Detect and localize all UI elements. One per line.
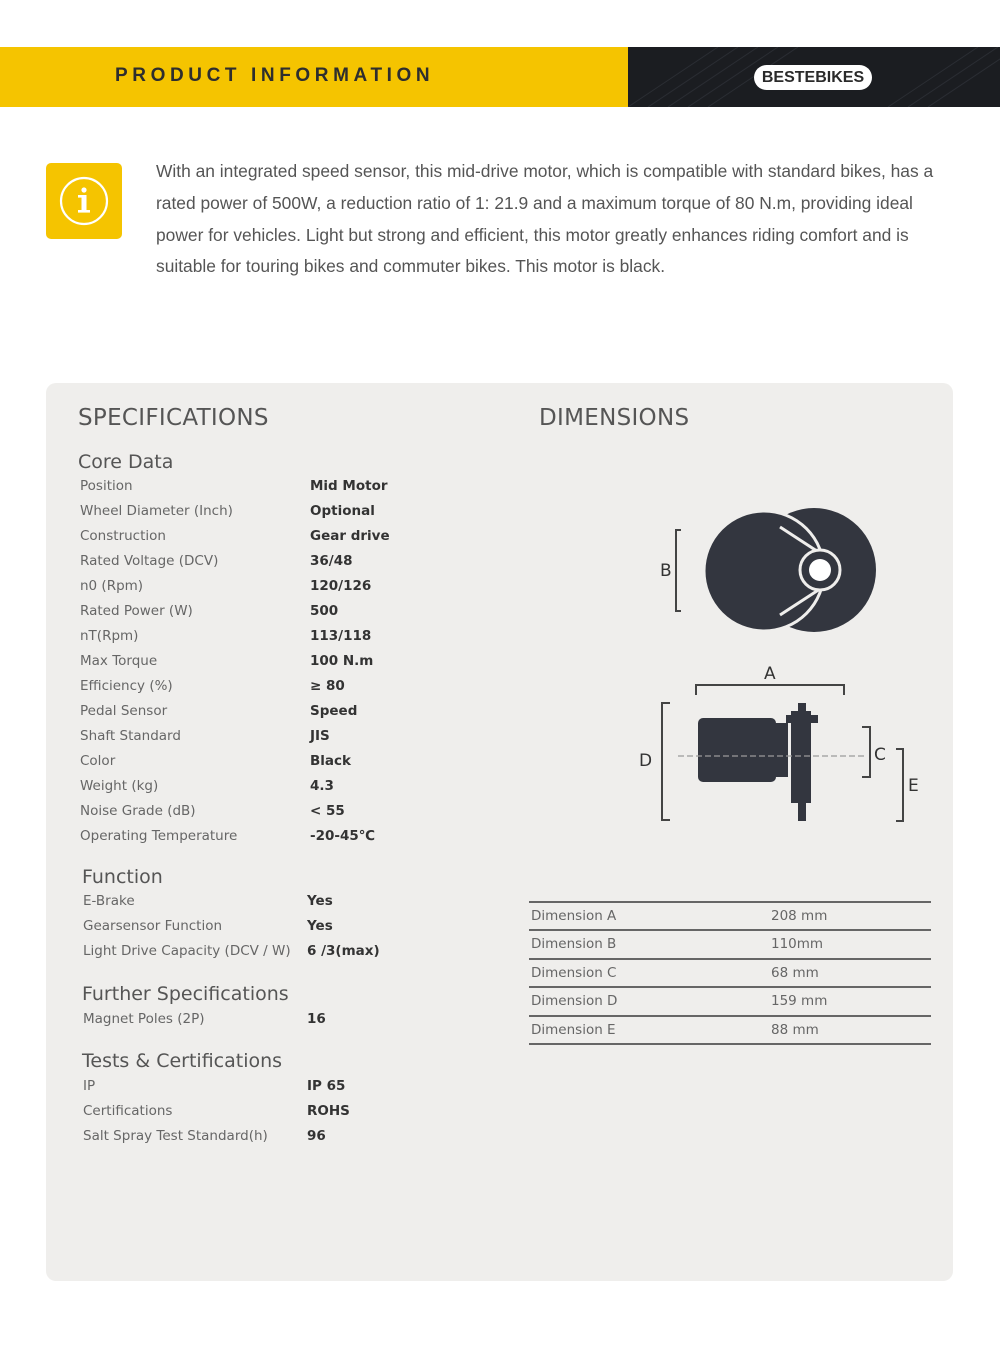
dimension-row [529, 1015, 931, 1045]
svg-text:D: D [639, 751, 653, 771]
dimension-value: 159 mm [771, 993, 828, 1010]
spec-value: 6 /3(max) [307, 943, 380, 959]
dimension-value: 68 mm [771, 964, 819, 981]
spec-label: Salt Spray Test Standard(h) [83, 1128, 268, 1144]
motor-dimension-diagram [626, 503, 936, 833]
spec-value: Yes [307, 893, 333, 909]
dimension-row [529, 929, 931, 957]
spec-value: Mid Motor [310, 478, 388, 494]
banner-title: PRODUCT INFORMATION [115, 65, 435, 86]
core-data-title: Core Data [78, 451, 174, 473]
further-specs-title: Further Specifications [82, 983, 289, 1005]
svg-text:E: E [908, 776, 919, 796]
specifications-heading: SPECIFICATIONS [78, 405, 269, 431]
spec-label: Color [80, 753, 116, 769]
svg-text:A: A [764, 664, 776, 684]
spec-value: Black [310, 753, 352, 769]
banner-yellow-band [0, 47, 630, 107]
spec-label: Magnet Poles (2P) [83, 1011, 205, 1027]
spec-label: Construction [80, 528, 166, 544]
spec-value: -20-45℃ [310, 828, 376, 844]
motor-front-view [639, 664, 919, 821]
spec-value: Yes [307, 918, 333, 934]
spec-value: 120/126 [310, 578, 372, 594]
dimension-label: Dimension D [531, 993, 618, 1010]
dimension-row [529, 986, 931, 1014]
spec-value: 36/48 [310, 553, 353, 569]
svg-text:B: B [660, 561, 672, 581]
spec-label: E-Brake [83, 893, 135, 909]
spec-value: Speed [310, 703, 358, 719]
brand-logo: BESTEBIKES [754, 65, 872, 90]
spec-value: ≥ 80 [310, 678, 345, 694]
dimension-label: Dimension E [531, 1021, 616, 1038]
dimension-value: 88 mm [771, 1021, 819, 1038]
spec-value: 4.3 [310, 778, 334, 794]
spec-value: ROHS [307, 1103, 350, 1119]
spec-label: Light Drive Capacity (DCV / W) [83, 943, 291, 959]
spec-value: 113/118 [310, 628, 372, 644]
function-title: Function [82, 866, 163, 888]
dimension-row [529, 901, 931, 929]
spec-label: Certifications [83, 1103, 173, 1119]
spec-label: Efficiency (%) [80, 678, 173, 694]
dimensions-table [529, 901, 931, 1045]
spec-value: 16 [307, 1011, 326, 1027]
spec-value: 100 N.m [310, 653, 374, 669]
banner-dark-band [628, 47, 1000, 107]
motor-side-view [660, 508, 876, 632]
spec-label: Position [80, 478, 133, 494]
spec-label: Noise Grade (dB) [80, 803, 196, 819]
dimension-label: Dimension B [531, 936, 617, 953]
spec-label: Weight (kg) [80, 778, 159, 794]
tests-certifications-title: Tests & Certifications [82, 1050, 283, 1072]
spec-label: Operating Temperature [80, 828, 238, 844]
info-icon [46, 163, 122, 239]
dimension-label: Dimension C [531, 964, 617, 981]
dimension-row [529, 958, 931, 986]
spec-label: nT(Rpm) [80, 628, 139, 644]
spec-label: Max Torque [80, 653, 158, 669]
dimensions-heading: DIMENSIONS [539, 405, 690, 431]
product-description: With an integrated speed sensor, this mid-drive motor, which is compatible with standard bikes, has a rated power of 500W, a reduction ratio of 1: 21.9 and a maximum torque of 80 N.m, providing ideal power for vehicles. Light but strong and efficient, this motor greatly enhances riding comfort and is suitable for touring bikes and commuter bikes. This motor is black. [156, 161, 934, 277]
dimension-value: 208 mm [771, 908, 828, 924]
svg-text:C: C [874, 745, 886, 765]
spec-value: 500 [310, 603, 339, 619]
spec-label: Rated Power (W) [80, 603, 193, 619]
dimension-label: Dimension A [531, 908, 617, 924]
spec-value: Optional [310, 503, 375, 519]
spec-label: IP [83, 1078, 96, 1094]
spec-panel [46, 383, 953, 1281]
dimension-value: 110mm [771, 936, 824, 953]
spec-label: n0 (Rpm) [80, 578, 144, 594]
spec-label: Pedal Sensor [80, 703, 168, 719]
spec-label: Wheel Diameter (Inch) [80, 503, 233, 519]
spec-value: Gear drive [310, 528, 390, 544]
spec-value: 96 [307, 1128, 326, 1144]
spec-label: Rated Voltage (DCV) [80, 553, 219, 569]
header-banner [0, 47, 1000, 107]
spec-label: Shaft Standard [80, 728, 181, 744]
spec-value: < 55 [310, 803, 345, 819]
spec-value: IP 65 [307, 1078, 346, 1094]
spec-label: Gearsensor Function [83, 918, 223, 934]
spec-value: JIS [310, 728, 330, 744]
